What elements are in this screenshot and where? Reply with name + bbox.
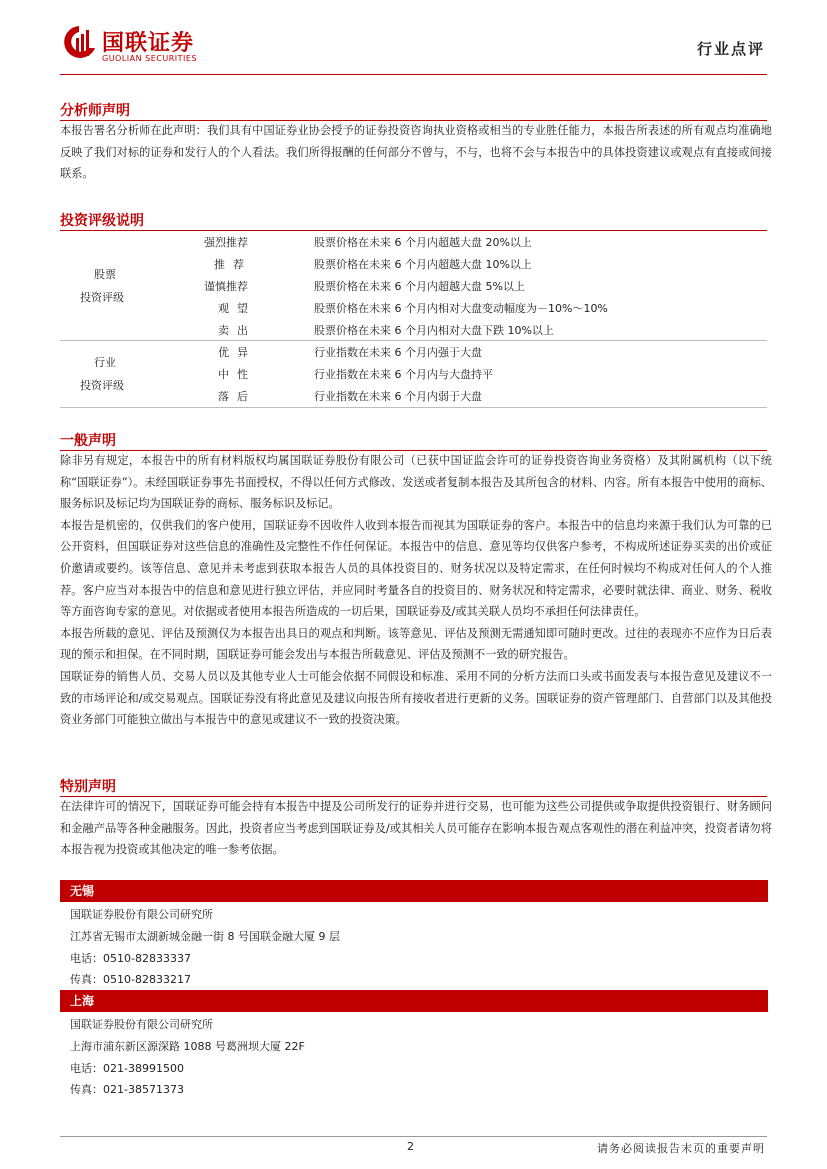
rating-bottom-line	[60, 407, 767, 408]
page-number: 2	[407, 1140, 414, 1153]
industry-label-1: 行业	[94, 356, 116, 369]
rating-desc: 股票价格在未来 6 个月内相对大盘变动幅度为－10%～10%	[314, 302, 608, 315]
office-phone: 电话：021-38991500	[70, 1062, 184, 1075]
industry-label-2: 投资评级	[80, 379, 124, 392]
office-city-bar: 无锡	[60, 880, 768, 902]
stock-label-2: 投资评级	[80, 291, 124, 304]
logo-mark-icon	[62, 24, 96, 66]
rating-rule	[60, 230, 767, 231]
analyst-title: 分析师声明	[60, 103, 130, 119]
report-type: 行业点评	[696, 40, 765, 58]
rating-name: 卖出	[218, 324, 256, 337]
footer-note: 请务必阅读报告末页的重要声明	[597, 1142, 765, 1155]
rating-desc: 行业指数在未来 6 个月内与大盘持平	[314, 368, 493, 381]
rating-name: 推荐	[214, 258, 252, 271]
rating-name: 中性	[218, 368, 256, 381]
general-paragraph: 本报告是机密的，仅供我们的客户使用，国联证券不因收件人收到本报告而视其为国联证券的客户。本报告中的信息均来源于我们认为可靠的已公开资料，但国联证券对这些信息的准确性及完整性不作任何保证。本报告中的信息、意见等均仅供客户参考，不构成所述证券买卖的出价或征价邀请或要约。该等信息、意见并未考虑到获取本报告人员的具体投资目的、财务状况以及特定需求，在任何时候均不构成对任何人的个人推荐。客户应当对本报告中的信息和意见进行独立评估，并应同时考量各自的投资目的、财务状况和特定需求，必要时就法律、商业、财务、税收等方面咨询专家的意见。对依据或者使用本报告所造成的一切后果，国联证券及/或其关联人员均不承担任何法律责任。	[60, 518, 772, 619]
office-company: 国联证券股份有限公司研究所	[70, 908, 213, 921]
rating-desc: 股票价格在未来 6 个月内超越大盘 20%以上	[314, 236, 532, 249]
rating-name: 落后	[218, 390, 256, 403]
logo-cn-text: 国联证券	[102, 31, 195, 56]
rating-desc: 股票价格在未来 6 个月内超越大盘 5%以上	[314, 280, 525, 293]
rating-name: 谨慎推荐	[204, 280, 248, 293]
rating-name: 优异	[218, 346, 256, 359]
company-logo	[62, 24, 242, 68]
footer-divider	[60, 1136, 767, 1137]
rating-name: 观望	[218, 302, 256, 315]
rating-name: 强烈推荐	[204, 236, 248, 249]
rating-desc: 行业指数在未来 6 个月内强于大盘	[314, 346, 482, 359]
general-text	[60, 450, 772, 731]
header-divider	[60, 74, 767, 75]
rating-title: 投资评级说明	[60, 213, 144, 229]
analyst-text: 本报告署名分析师在此声明：我们具有中国证券业协会授予的证券投资咨询执业资格或相当的专业胜任能力，本报告所表述的所有观点均准确地反映了我们对标的证券和发行人的个人看法。我们所得报酬的任何部分不曾与，不与，也将不会与本报告中的具体投资建议或观点有直接或间接联系。	[60, 124, 772, 181]
general-paragraph: 除非另有规定，本报告中的所有材料版权均属国联证券股份有限公司（已获中国证监会许可的证券投资咨询业务资格）及其附属机构（以下统称“国联证券”）。未经国联证券事先书面授权，不得以任何方式修改、发送或者复制本报告及其所包含的材料、内容。所有本报告中使用的商标、服务标识及标记均为国联证券的商标、服务标识及标记。	[60, 454, 772, 511]
office-fax: 传真：021-38571373	[70, 1083, 184, 1096]
rating-desc: 股票价格在未来 6 个月内相对大盘下跌 10%以上	[314, 324, 554, 337]
rating-divider	[60, 340, 767, 341]
rating-desc: 股票价格在未来 6 个月内超越大盘 10%以上	[314, 258, 532, 271]
office-phone: 电话：0510-82833337	[70, 952, 191, 965]
general-paragraph: 本报告所载的意见、评估及预测仅为本报告出具日的观点和判断。该等意见、评估及预测无需通知即可随时更改。过往的表现亦不应作为日后表现的预示和担保。在不同时期，国联证券可能会发出与本报告所载意见、评估及预测不一致的研究报告。	[60, 626, 772, 662]
rating-desc: 行业指数在未来 6 个月内弱于大盘	[314, 390, 482, 403]
special-text: 在法律许可的情况下，国联证券可能会持有本报告中提及公司所发行的证券并进行交易，也可能为这些公司提供或争取提供投资银行、财务顾问和金融产品等各种金融服务。因此，投资者应当考虑到国联证券及/或其相关人员可能存在影响本报告观点客观性的潜在利益冲突，投资者请勿将本报告视为投资或其他决定的唯一参考依据。	[60, 800, 772, 857]
office-address: 江苏省无锡市太湖新城金融一街 8 号国联金融大厦 9 层	[70, 930, 340, 943]
general-title: 一般声明	[60, 433, 116, 449]
general-paragraph: 国联证券的销售人员、交易人员以及其他专业人士可能会依据不同假设和标准、采用不同的分析方法而口头或书面发表与本报告意见及建议不一致的市场评论和/或交易观点。国联证券没有将此意见及建议向报告所有接收者进行更新的义务。国联证券的资产管理部门、自营部门以及其他投资业务部门可能独立做出与本报告中的意见或建议不一致的投资决策。	[60, 669, 772, 727]
office-address: 上海市浦东新区源深路 1088 号葛洲坝大厦 22F	[70, 1040, 305, 1053]
stock-label-1: 股票	[94, 268, 116, 281]
logo-en-text: GUOLIAN SECURITIES	[102, 54, 198, 63]
office-city-bar: 上海	[60, 990, 768, 1012]
special-title: 特别声明	[60, 779, 116, 795]
office-fax: 传真：0510-82833217	[70, 973, 191, 986]
office-company: 国联证券股份有限公司研究所	[70, 1018, 213, 1031]
